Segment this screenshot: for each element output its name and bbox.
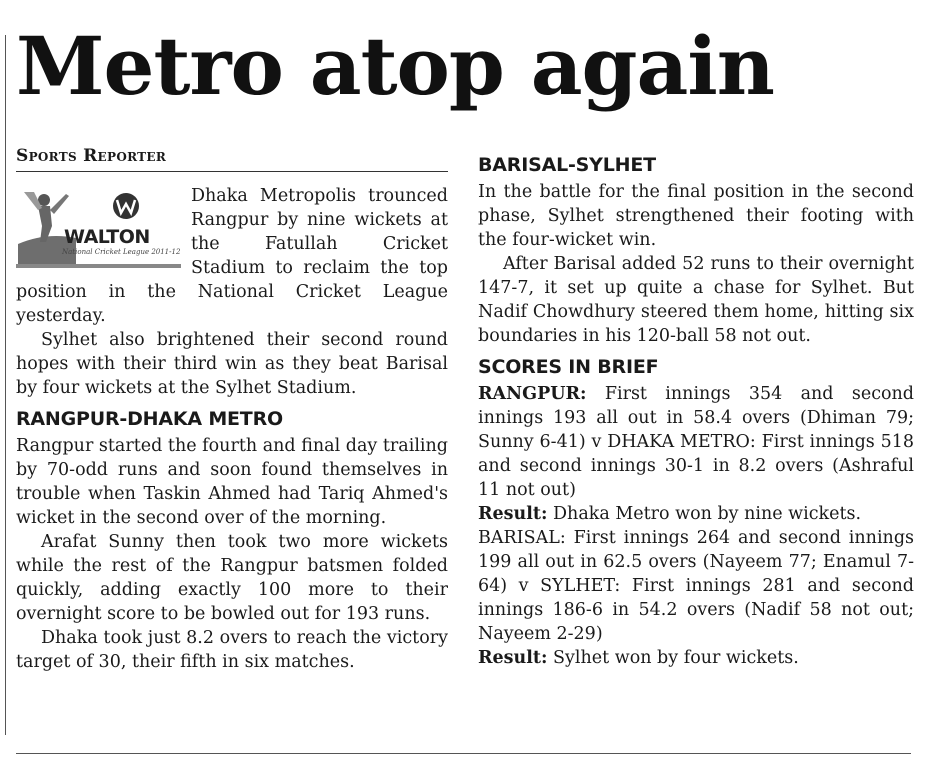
paragraph: Arafat Sunny then took two more wickets while the rest of the Rangpur batsmen folded quickly, adding exactly 100 more to their overnight score to be bowled out for 193 runs. (16, 532, 448, 624)
subhead-barisal-sylhet: BARISAL-SYLHET (478, 154, 656, 176)
score-barisal-sylhet: BARISAL: First innings 264 and second innings 199 all out in 62.5 overs (Nayeem 77; Enamul 7-64) v SYLHET: First innings 281 and second innings 186-6 in 54.2 overs (Nadif 58 not out; Nayeem 2-29) (478, 528, 914, 644)
result-line (478, 646, 914, 670)
paragraph: Sylhet also brightened their second round hopes with their third win as they beat Barisal by four wickets at the Sylhet Stadium. (16, 330, 448, 398)
headline: Metro atop again (16, 19, 774, 113)
walton-brand-text: WALTON (64, 226, 150, 248)
walton-ncl-logo (16, 186, 181, 268)
bottom-rule (16, 753, 911, 754)
paragraph: Dhaka took just 8.2 overs to reach the victory target of 30, their fifth in six matches. (16, 628, 448, 672)
score-rangpur-dhaka (478, 382, 914, 502)
result-label: Result: (478, 648, 548, 668)
left-column (16, 145, 448, 674)
score-team-label: RANGPUR: (478, 384, 587, 404)
right-column (478, 152, 914, 670)
paragraph: In the battle for the final position in the second phase, Sylhet strengthened their footing with the four-wicket win. (478, 182, 914, 250)
left-border-rule (5, 35, 6, 735)
subhead-scores-in-brief: SCORES IN BRIEF (478, 356, 659, 378)
paragraph: After Barisal added 52 runs to their overnight 147-7, it set up quite a chase for Sylhet. But Nadif Chowdhury steered them home, hitting six boundaries in his 120-ball 58 not out. (478, 254, 914, 346)
result-text: Dhaka Metro won by nine wickets. (547, 504, 862, 524)
result-text: Sylhet won by four wickets. (547, 648, 799, 668)
result-line (478, 502, 914, 526)
paragraph: Rangpur started the fourth and final day trailing by 70-odd runs and soon found themselves in trouble when Taskin Ahmed had Tariq Ahmed's wicket in the second over of the morning. (16, 436, 448, 528)
subhead-rangpur-dhaka: RANGPUR-DHAKA METRO (16, 408, 283, 430)
score-text: First innings 354 and second innings 193 all out in 58.4 overs (Dhiman 79; Sunny 6-41) v DHAKA METRO: First innings 518 and second innings 30-1 in 8.2 overs (Ashraful 11 not out) (478, 384, 914, 500)
byline: Sports Reporter (16, 145, 448, 172)
result-label: Result: (478, 504, 548, 524)
ncl-tagline: National Cricket League 2011-12 (62, 248, 181, 256)
intro-paragraph: Dhaka Metropolis trounced Rangpur by nine wickets at the Fatullah Cricket Stadium to reclaim the top position in the National Cricket League yesterday. (16, 186, 448, 326)
